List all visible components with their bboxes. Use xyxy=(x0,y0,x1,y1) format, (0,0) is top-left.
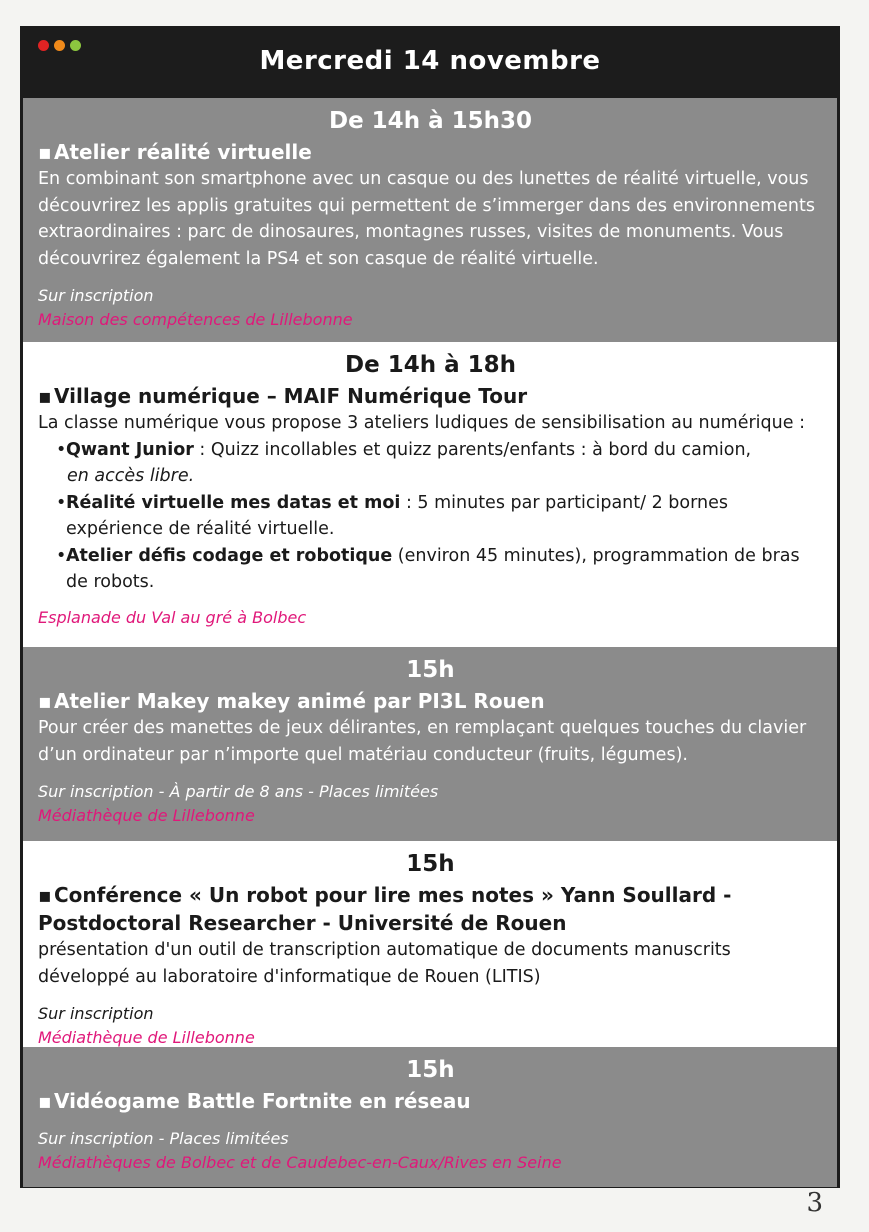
event-time: 15h xyxy=(406,851,455,877)
list-item: • Réalité virtuelle mes datas et moi : 5 minutes par participant/ 2 bornes expérience de réalité virtuelle. xyxy=(56,490,823,543)
workshop-list xyxy=(38,437,823,596)
list-item: • Atelier défis codage et robotique (environ 45 minutes), programmation de bras de robots. xyxy=(56,543,823,596)
event-note: Sur inscription - Places limitées xyxy=(38,1129,289,1148)
event-title: ▪ Vidéogame Battle Fortnite en réseau xyxy=(38,1089,471,1113)
event-place: Médiathèques de Bolbec et de Caudebec-en-Caux/Rives en Seine xyxy=(38,1153,562,1172)
event-block-village-numerique xyxy=(23,342,837,647)
event-title: ▪ Atelier réalité virtuelle xyxy=(38,140,312,164)
event-block-vr-workshop xyxy=(23,98,837,342)
event-place: Maison des compétences de Lillebonne xyxy=(38,310,353,329)
square-bullet-icon: ▪ xyxy=(38,384,52,408)
event-description: La classe numérique vous propose 3 ateliers ludiques de sensibilisation au numérique : xyxy=(38,413,805,433)
event-description: En combinant son smartphone avec un casque ou des lunettes de réalité virtuelle, vous découvrirez les applis gratuites qui permettent de s’immerger dans des environnements extraordinaires : parc de dinosaures, montagnes russes, visites de monuments. Vous découvrirez également la PS4 et son casque de réalité virtuelle. xyxy=(38,169,815,269)
square-bullet-icon: ▪ xyxy=(38,689,52,713)
event-block-fortnite xyxy=(23,1047,837,1187)
event-time: 15h xyxy=(406,657,455,683)
event-time: De 14h à 18h xyxy=(345,352,516,378)
square-bullet-icon: ▪ xyxy=(38,1089,52,1113)
event-block-makey-makey xyxy=(23,647,837,841)
event-place: Médiathèque de Lillebonne xyxy=(38,806,255,825)
event-description: Pour créer des manettes de jeux délirantes, en remplaçant quelques touches du clavier d’un ordinateur par n’importe quel matériau conducteur (fruits, légumes). xyxy=(38,718,807,765)
event-title: ▪ Conférence « Un robot pour lire mes notes » Yann Soullard - Postdoctoral Researcher - Université de Rouen xyxy=(38,883,732,935)
page-number: 3 xyxy=(806,1188,823,1218)
event-description: présentation d'un outil de transcription automatique de documents manuscrits développé au laboratoire d'informatique de Rouen (LITIS) xyxy=(38,940,731,987)
square-bullet-icon: ▪ xyxy=(38,140,52,164)
list-item: • Qwant Junior : Quizz incollables et quizz parents/enfants : à bord du camion, en accès libre. xyxy=(56,437,823,490)
event-title: ▪ Village numérique – MAIF Numérique Tour xyxy=(38,384,528,408)
event-note: Sur inscription xyxy=(38,1004,154,1023)
event-note: Sur inscription - À partir de 8 ans - Places limitées xyxy=(38,782,439,801)
page-title: Mercredi 14 novembre xyxy=(259,46,601,76)
event-time: De 14h à 15h30 xyxy=(328,108,532,134)
event-place: Médiathèque de Lillebonne xyxy=(38,1028,255,1047)
program-page xyxy=(20,26,840,1188)
event-place: Esplanade du Val au gré à Bolbec xyxy=(38,607,307,627)
event-title: ▪ Atelier Makey makey animé par PI3L Rouen xyxy=(38,689,545,713)
event-note: Sur inscription xyxy=(38,286,154,305)
square-bullet-icon: ▪ xyxy=(38,883,52,907)
event-block-conference xyxy=(23,841,837,1047)
page-header xyxy=(23,26,837,98)
event-time: 15h xyxy=(406,1057,455,1083)
